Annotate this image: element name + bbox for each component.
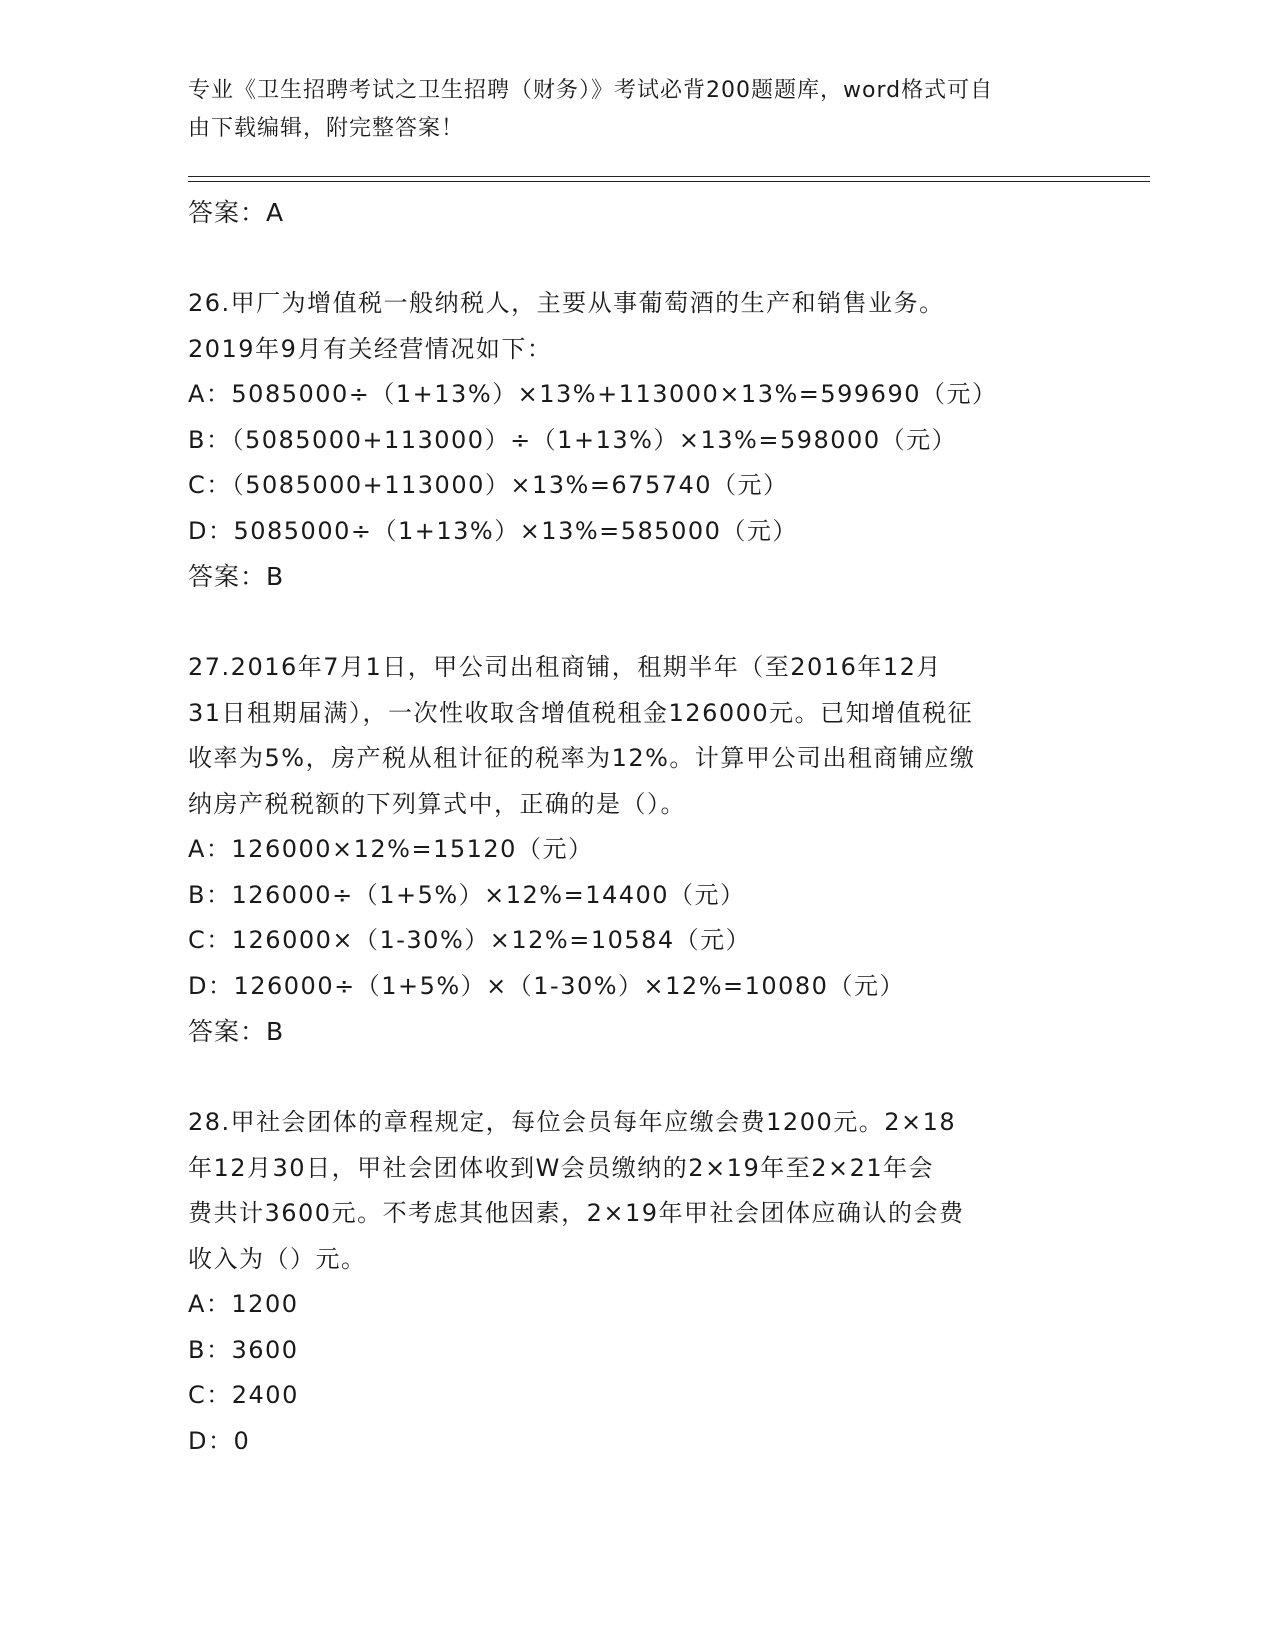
question-stem-line: 28.甲社会团体的章程规定，每位会员每年应缴会费1200元。2×18 <box>188 1108 957 1136</box>
question-answer: 答案：B <box>188 562 285 591</box>
question-stem-line: 收入为（）元。 <box>188 1244 367 1273</box>
question-stem-line: 27.2016年7月1日，甲公司出租商铺，租期半年（至2016年12月 <box>188 653 942 681</box>
question-stem-line: 年12月30日，甲社会团体收到W会员缴纳的2×19年至2×21年会 <box>188 1153 935 1182</box>
question-stem-line: 2019年9月有关经营情况如下： <box>188 334 553 363</box>
document-header <box>188 72 1068 148</box>
question-stem-line: 31日租期届满），一次性收取含增值税租金126000元。已知增值税征 <box>188 698 974 727</box>
option-b: B：（5085000+113000）÷（1+13%）×13%=598000（元） <box>188 425 958 454</box>
spacer <box>188 236 1088 282</box>
spacer <box>188 600 1088 646</box>
header-divider-top <box>188 176 1150 177</box>
option-c: C：2400 <box>188 1381 299 1409</box>
header-line-2: 由下载编辑，附完整答案！ <box>188 116 465 141</box>
question-answer: 答案：B <box>188 1017 285 1046</box>
option-d: D：5085000÷（1+13%）×13%=585000（元） <box>188 516 798 545</box>
option-d: D：0 <box>188 1426 251 1455</box>
question-stem-line: 收率为5%，房产税从租计征的税率为12%。计算甲公司出租商铺应缴 <box>188 744 976 772</box>
header-line-1: 专业《卫生招聘考试之卫生招聘（财务）》考试必背200题题库，word格式可自 <box>188 78 994 103</box>
header-divider-bottom <box>188 181 1150 182</box>
question-stem-line: 纳房产税税额的下列算式中，正确的是（）。 <box>188 789 686 818</box>
question-list <box>188 190 1088 1464</box>
option-b: B：3600 <box>188 1335 299 1364</box>
option-a: A：126000×12%=15120（元） <box>188 835 594 863</box>
question-28 <box>188 1100 1088 1464</box>
previous-answer: 答案：A <box>188 198 285 227</box>
option-a: A：5085000÷（1+13%）×13%+113000×13%=599690（元） <box>188 380 998 408</box>
option-d: D：126000÷（1+5%）×（1-30%）×12%=10080（元） <box>188 971 905 1000</box>
question-27 <box>188 645 1088 1055</box>
spacer <box>188 1055 1088 1101</box>
question-stem-line: 26.甲厂为增值税一般纳税人，主要从事葡萄酒的生产和销售业务。 <box>188 289 945 317</box>
option-b: B：126000÷（1+5%）×12%=14400（元） <box>188 880 746 909</box>
option-c: C：（5085000+113000）×13%=675740（元） <box>188 471 789 499</box>
question-stem-line: 费共计3600元。不考虑其他因素，2×19年甲社会团体应确认的会费 <box>188 1199 965 1227</box>
option-c: C：126000×（1-30%）×12%=10584（元） <box>188 926 752 954</box>
option-a: A：1200 <box>188 1290 299 1318</box>
question-26 <box>188 281 1088 600</box>
